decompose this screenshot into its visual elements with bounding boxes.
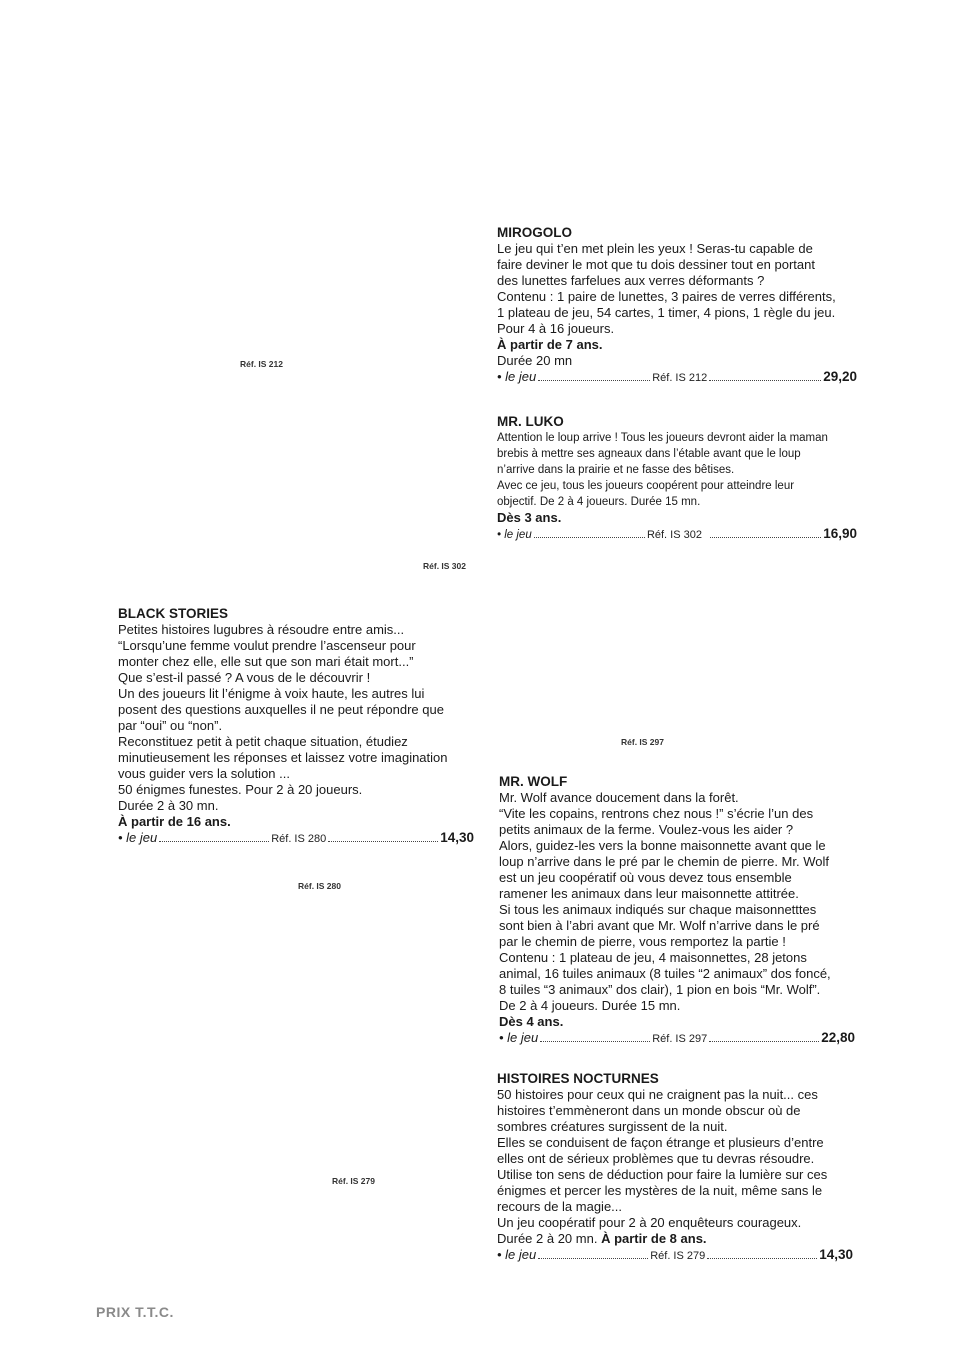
price-row <box>499 1030 855 1047</box>
description-line: Contenu : 1 paire de lunettes, 3 paires de verres différents, <box>497 289 836 304</box>
duration-label: Durée 20 mn <box>497 353 573 368</box>
description-line: n’arrive dans la prairie et ne fasse des bêtises. <box>497 464 735 476</box>
image-ref-is279: Réf. IS 279 <box>332 1176 375 1186</box>
description-line: elles ont de sérieux problèmes que tu devras résoudre. <box>497 1151 815 1166</box>
description-line: Pour 4 à 16 joueurs. <box>497 321 615 336</box>
product-title: MIROGOLO <box>497 225 572 240</box>
age-label: Dès 3 ans. <box>497 510 562 525</box>
price-row <box>118 830 474 847</box>
description-line: Utilise ton sens de déduction pour faire la lumière sur ces <box>497 1167 828 1182</box>
description-line: Attention le loup arrive ! Tous les joueurs devront aider la maman <box>497 432 828 444</box>
product-black-stories <box>118 606 474 847</box>
image-ref-is297: Réf. IS 297 <box>621 737 664 747</box>
reference-code: Réf. IS 302 <box>646 529 702 541</box>
leader-dots <box>534 537 645 538</box>
description-line: Durée 2 à 30 mn. <box>118 798 219 813</box>
description-line: Alors, guidez-les vers la bonne maisonnette avant que le <box>499 838 826 853</box>
leader-dots <box>328 841 438 842</box>
description-line: animal, 16 tuiles animaux (8 tuiles “2 animaux” dos foncé, <box>499 966 831 981</box>
description-line: minutieusement les réponses et laissez votre imagination <box>118 750 448 765</box>
price-row <box>497 1247 853 1264</box>
leader-dots <box>159 841 269 842</box>
product-title: MR. WOLF <box>499 774 568 789</box>
price: 14,30 <box>440 830 474 845</box>
footer-price-note: PRIX T.T.C. <box>96 1304 174 1320</box>
description-line: Avec ce jeu, tous les joueurs coopérent pour atteindre leur <box>497 480 795 492</box>
age-label: À partir de 7 ans. <box>497 337 603 352</box>
description-line: “Vite les copains, rentrons chez nous !” s’écrie l’un des <box>499 806 814 821</box>
leader-dots <box>540 1041 650 1042</box>
leader-dots <box>707 1258 817 1259</box>
age-label: À partir de 16 ans. <box>118 814 231 829</box>
description-line: 1 plateau de jeu, 54 cartes, 1 timer, 4 pions, 1 règle du jeu. <box>497 305 836 320</box>
description-line: sont bien à l’abri avant que Mr. Wolf n’arrive dans le pré <box>499 918 820 933</box>
description-line: Un jeu coopératif pour 2 à 20 enquêteurs courageux. <box>497 1215 802 1230</box>
description-line: petits animaux de la ferme. Voulez-vous les aider ? <box>499 822 794 837</box>
description-line: recours de la magie... <box>497 1199 623 1214</box>
description-line: Petites histoires lugubres à résoudre entre amis... <box>118 622 405 637</box>
description-line: par le chemin de pierre, vous remportez la partie ! <box>499 934 786 949</box>
price-row <box>497 526 857 543</box>
product-histoires-nocturnes <box>497 1071 853 1264</box>
duration-label: Durée 2 à 20 mn. <box>497 1231 602 1246</box>
description-line: Contenu : 1 plateau de jeu, 4 maisonnettes, 28 jetons <box>499 950 807 965</box>
description-line: faire deviner le mot que tu dois dessiner tout en portant <box>497 257 815 272</box>
product-title: HISTOIRES NOCTURNES <box>497 1071 659 1086</box>
product-mirogolo <box>497 225 857 386</box>
description-line: loup n’arrive dans le pré par le chemin de pierre. Mr. Wolf <box>499 854 829 869</box>
description-line: vous guider vers la solution ... <box>118 766 290 781</box>
description-line: Reconstituez petit à petit chaque situation, étudiez <box>118 734 408 749</box>
product-mr-luko <box>497 414 857 543</box>
description-line: Si tous les animaux indiqués sur chaque maisonnetttes <box>499 902 817 917</box>
description-line: monter chez elle, elle sut que son mari était mort...” <box>118 654 414 669</box>
description-line: objectif. De 2 à 4 joueurs. Durée 15 mn. <box>497 496 701 508</box>
description-line: ramener les animaux dans leur maisonnette attitrée. <box>499 886 799 901</box>
image-ref-is302: Réf. IS 302 <box>423 561 466 571</box>
age-label: À partir de 8 ans. <box>601 1231 707 1246</box>
description-line: brebis à mettre ses agneaux dans l’étable avant que le loup <box>497 448 801 460</box>
leader-dots <box>710 537 821 538</box>
item-label: • le jeu <box>497 529 532 541</box>
leader-dots <box>538 1258 648 1259</box>
duration-age-line <box>497 1231 853 1247</box>
description-line: 50 histoires pour ceux qui ne craignent pas la nuit... ces <box>497 1087 818 1102</box>
price: 16,90 <box>823 526 857 541</box>
description-line: Que s’est-il passé ? A vous de le découvrir ! <box>118 670 371 685</box>
description-line: énigmes et percer les mystères de la nuit, même sans le <box>497 1183 823 1198</box>
description-line: 8 tuiles “3 animaux” dos clair), 1 pion en bois “Mr. Wolf”. <box>499 982 821 997</box>
price: 29,20 <box>823 369 857 384</box>
reference-code: Réf. IS 297 <box>652 1033 708 1045</box>
description-line: des lunettes farfelues aux verres déformants ? <box>497 273 765 288</box>
leader-dots <box>709 1041 819 1042</box>
description-line: De 2 à 4 joueurs. Durée 15 mn. <box>499 998 681 1013</box>
image-ref-is280: Réf. IS 280 <box>298 881 341 891</box>
description-line: sombres créatures surgissent de la nuit. <box>497 1119 728 1134</box>
image-ref-is212: Réf. IS 212 <box>240 359 283 369</box>
description-line: par “oui” ou “non”. <box>118 718 223 733</box>
product-title: BLACK STORIES <box>118 606 229 621</box>
reference-code: Réf. IS 280 <box>271 833 327 845</box>
description-line: Le jeu qui t’en met plein les yeux ! Seras-tu capable de <box>497 241 813 256</box>
description-line: posent des questions auxquelles il ne peut répondre que <box>118 702 444 717</box>
price-row <box>497 369 857 386</box>
reference-code: Réf. IS 279 <box>650 1250 706 1262</box>
leader-dots <box>538 380 650 381</box>
description-line: 50 énigmes funestes. Pour 2 à 20 joueurs. <box>118 782 363 797</box>
description-line: “Lorsqu’une femme voulut prendre l’ascenseur pour <box>118 638 416 653</box>
description-line: Un des joueurs lit l’énigme à voix haute, les autres lui <box>118 686 425 701</box>
age-label: Dès 4 ans. <box>499 1014 564 1029</box>
item-label: • le jeu <box>497 1247 537 1262</box>
item-label: • le jeu <box>499 1030 539 1045</box>
description-line: Elles se conduisent de façon étrange et plusieurs d’entre <box>497 1135 824 1150</box>
reference-code: Réf. IS 212 <box>652 372 708 384</box>
description-line: Mr. Wolf avance doucement dans la forêt. <box>499 790 739 805</box>
item-label: • le jeu <box>497 369 537 384</box>
item-label: • le jeu <box>118 830 158 845</box>
product-title: MR. LUKO <box>497 414 564 429</box>
description-line: est un jeu coopératif où vous devez tous ensemble <box>499 870 792 885</box>
price: 22,80 <box>821 1030 855 1045</box>
description-line: histoires t’emmèneront dans un monde obscur où de <box>497 1103 801 1118</box>
leader-dots <box>709 380 821 381</box>
product-mr-wolf <box>499 774 855 1047</box>
price: 14,30 <box>819 1247 853 1262</box>
